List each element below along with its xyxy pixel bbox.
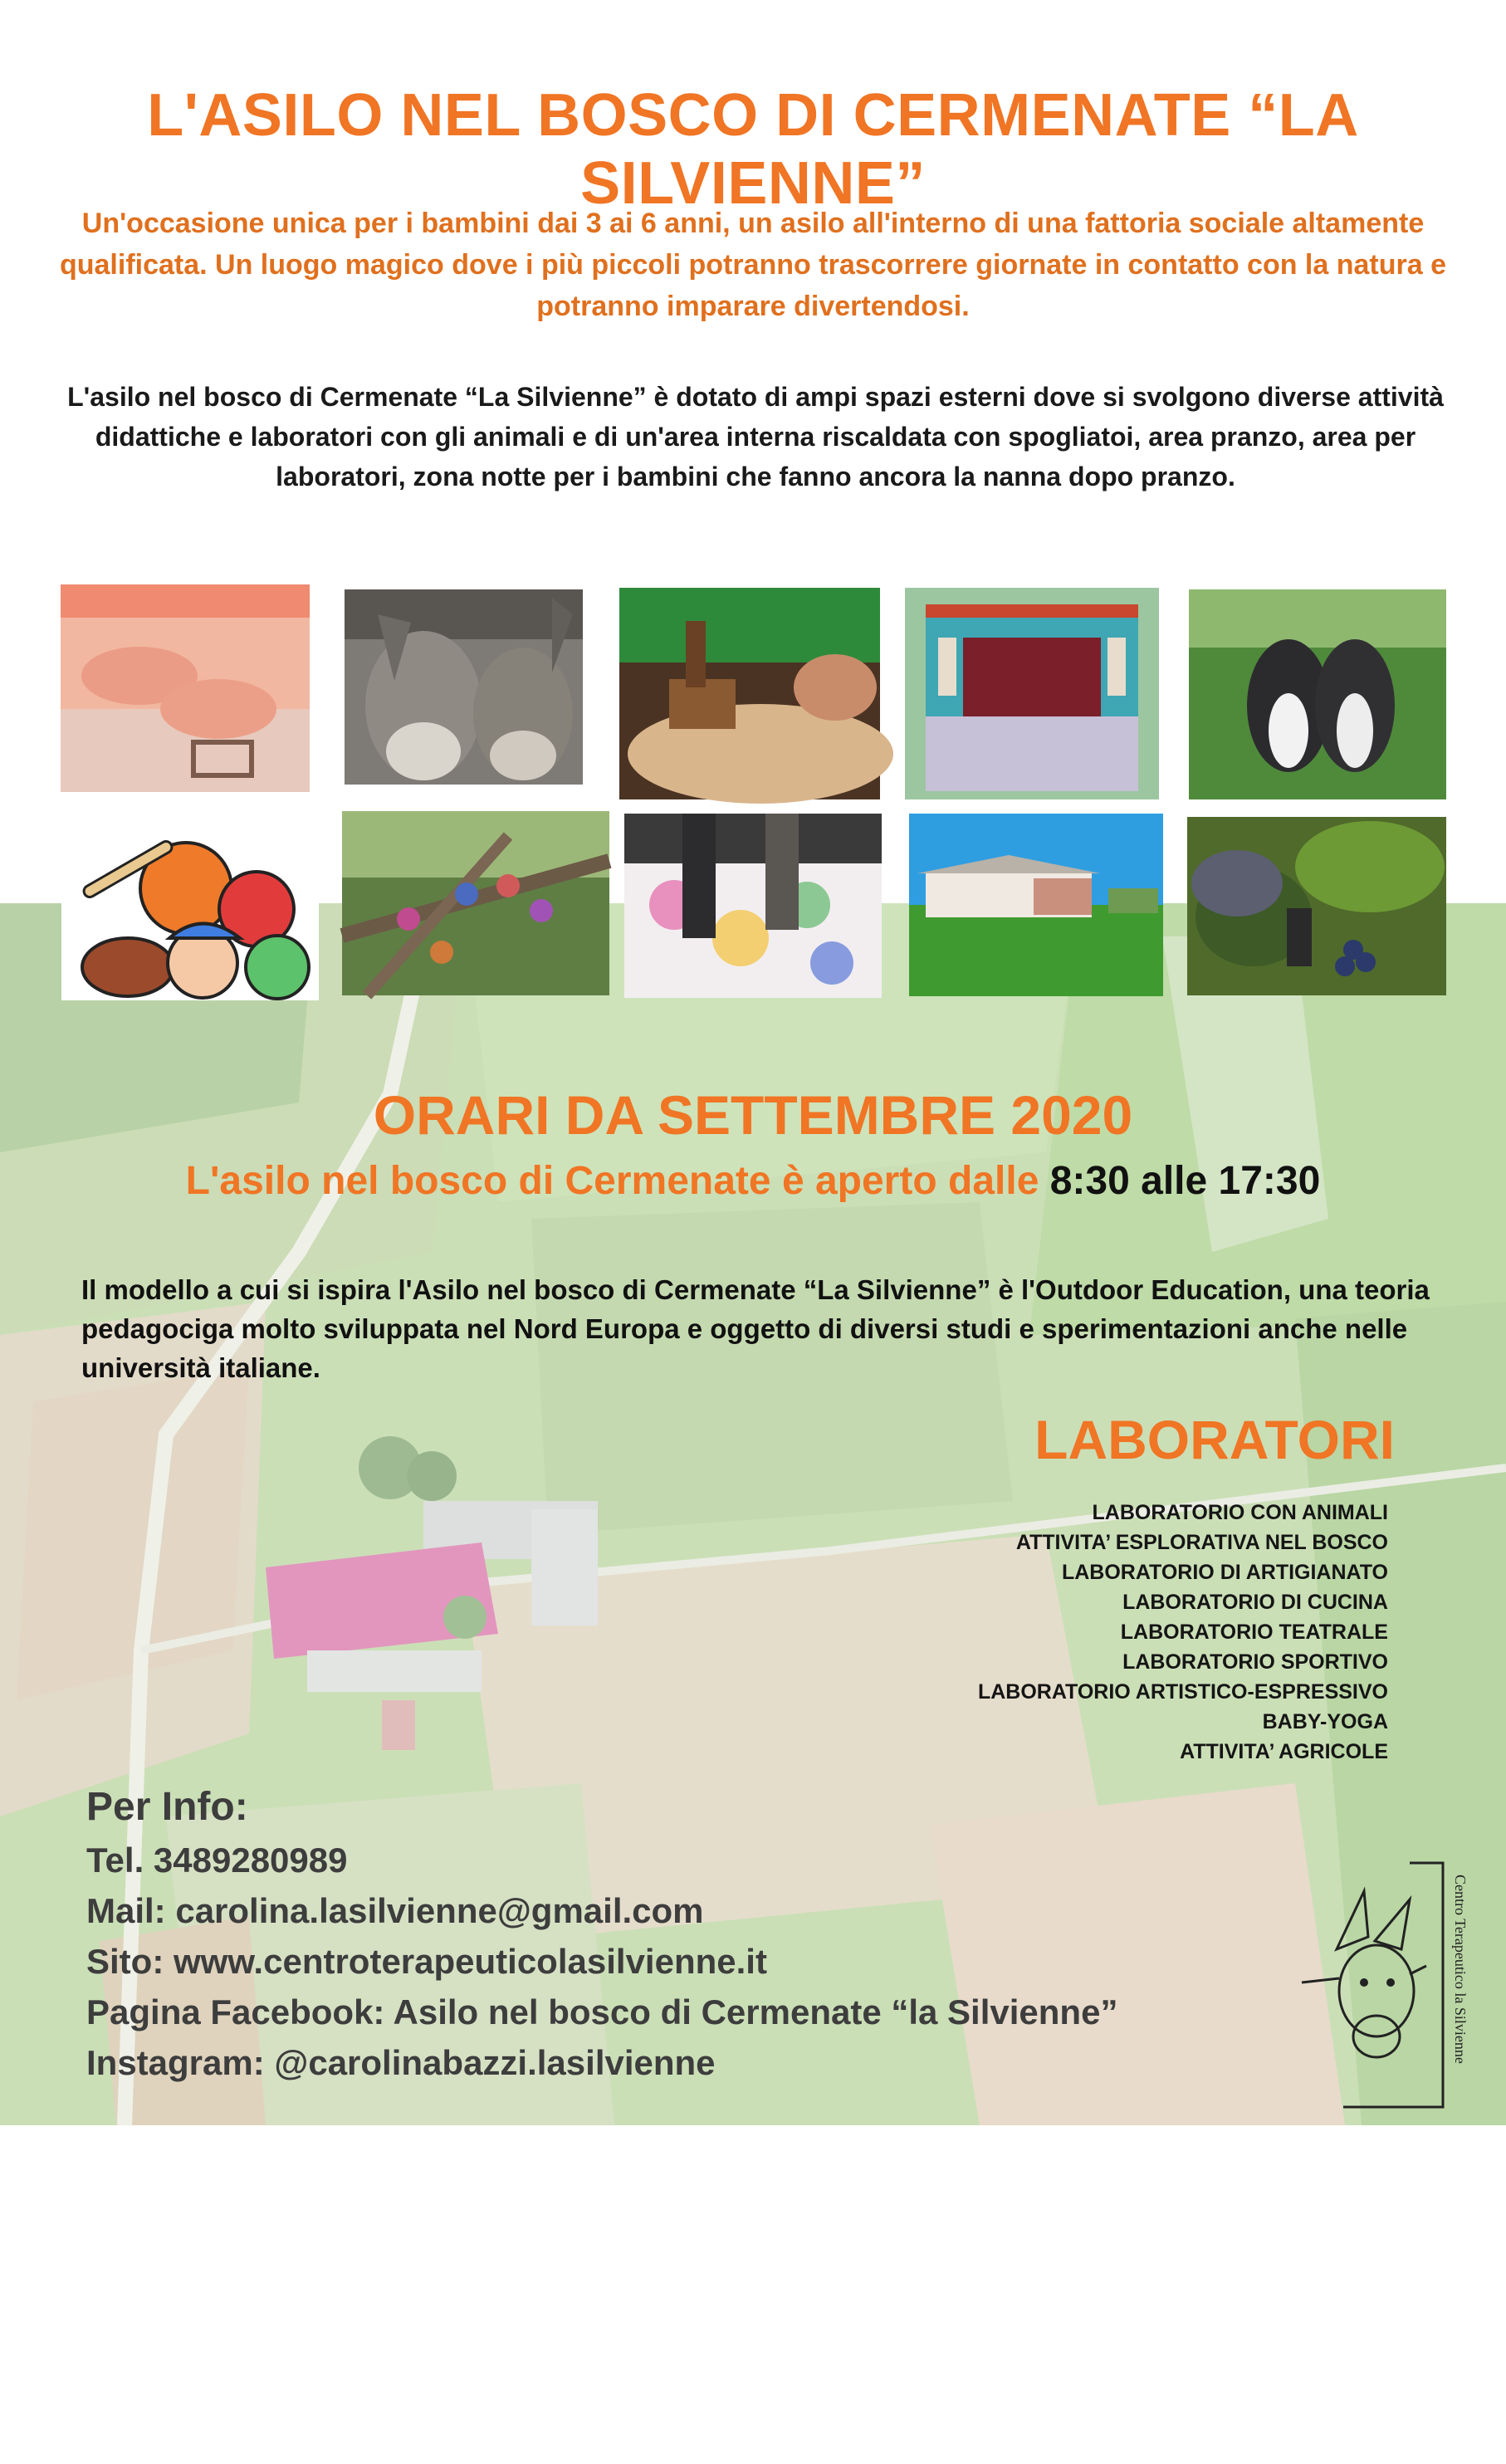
info-instagram: Instagram: @carolinabazzi.lasilvienne (86, 2043, 716, 2082)
lab-item: LABORATORIO SPORTIVO (1122, 1650, 1388, 1674)
contact-info (86, 1780, 1117, 2088)
lab-item: ATTIVITA’ ESPLORATIVA NEL BOSCO (1015, 1531, 1388, 1554)
map-place-label: La Silvienne (125, 2347, 147, 2464)
donkeys-photo (345, 589, 583, 785)
schedule-line (0, 1158, 1506, 1204)
info-heading: Per Info: (86, 1785, 248, 1829)
woodcarving-photo (619, 588, 880, 799)
children-in-tree-photo (342, 811, 609, 995)
grapes-photo (1187, 817, 1446, 995)
intro-text: Un'occasione unica per i bambini dai 3 ai 6 anni, un asilo all'interno di una fattoria sociale altamente qualificata. Un luogo magico dove i più piccoli potranno trascorrere giornate in contatto con la natura e potranno imparare divertendosi. (59, 208, 1447, 322)
lab-item: LABORATORIO CON ANIMALI (1092, 1501, 1388, 1524)
lab-item: LABORATORIO TEATRALE (1120, 1621, 1388, 1644)
description-text: L'asilo nel bosco di Cermenate “La Silvienne” è dotato di ampi spazi esterni dove si svolgono diverse attività didattiche e laboratori con gli animali e di un'area interna riscaldata con spogliatoi, area pranzo, area per laboratori, zona notte per i bambini che fanno ancora la nanna dopo pranzo. (67, 382, 1444, 491)
lab-item: BABY-YOGA (1262, 1710, 1388, 1733)
info-facebook: Pagina Facebook: Asilo nel bosco di Cermenate “la Silvienne” (86, 1992, 1118, 2031)
puppet-theatre-photo (905, 588, 1159, 799)
labs-title: LABORATORI (1034, 1409, 1395, 1470)
lab-item: LABORATORIO DI CUCINA (1122, 1591, 1388, 1614)
info-phone: Tel. 3489280989 (86, 1841, 348, 1880)
info-website: Sito: www.centroterapeuticolasilvienne.it (86, 1942, 767, 1981)
lab-item: ATTIVITA’ AGRICOLE (1180, 1740, 1388, 1763)
feet-painting-photo (624, 814, 882, 998)
lab-item: LABORATORIO DI ARTIGIANATO (1061, 1561, 1388, 1584)
donkey-logo (1285, 1858, 1484, 2115)
schedule-hours: 8:30 alle 17:30 (1049, 1159, 1321, 1203)
labs-list (978, 1498, 1388, 1767)
lab-item: LABORATORIO ARTISTICO-ESPRESSIVO (977, 1680, 1388, 1704)
farmhouse-photo (909, 814, 1163, 996)
baking-photo (61, 584, 310, 792)
sports-balls-illustration (61, 830, 319, 1000)
model-text: Il modello a cui si ispira l'Asilo nel bosco di Cermenate “La Silvienne” è l'Outdoor Education, una teoria pedagociga molto sviluppata nel Nord Europa e oggetto di diversi studi e sperimentazioni anche nelle università italiane. (81, 1274, 1430, 1383)
schedule-prefix: L'asilo nel bosco di Cermenate è aperto dalle (185, 1159, 1039, 1203)
dogs-photo (1189, 589, 1446, 799)
info-email: Mail: carolina.lasilvienne@gmail.com (86, 1891, 704, 1930)
logo-text: Centro Terapeutico la Silvienne (1452, 1875, 1469, 2064)
schedule-title: ORARI DA SETTEMBRE 2020 (373, 1084, 1133, 1146)
page-title: L'ASILO NEL BOSCO DI CERMENATE “LA SILVIENNE” (147, 82, 1359, 217)
